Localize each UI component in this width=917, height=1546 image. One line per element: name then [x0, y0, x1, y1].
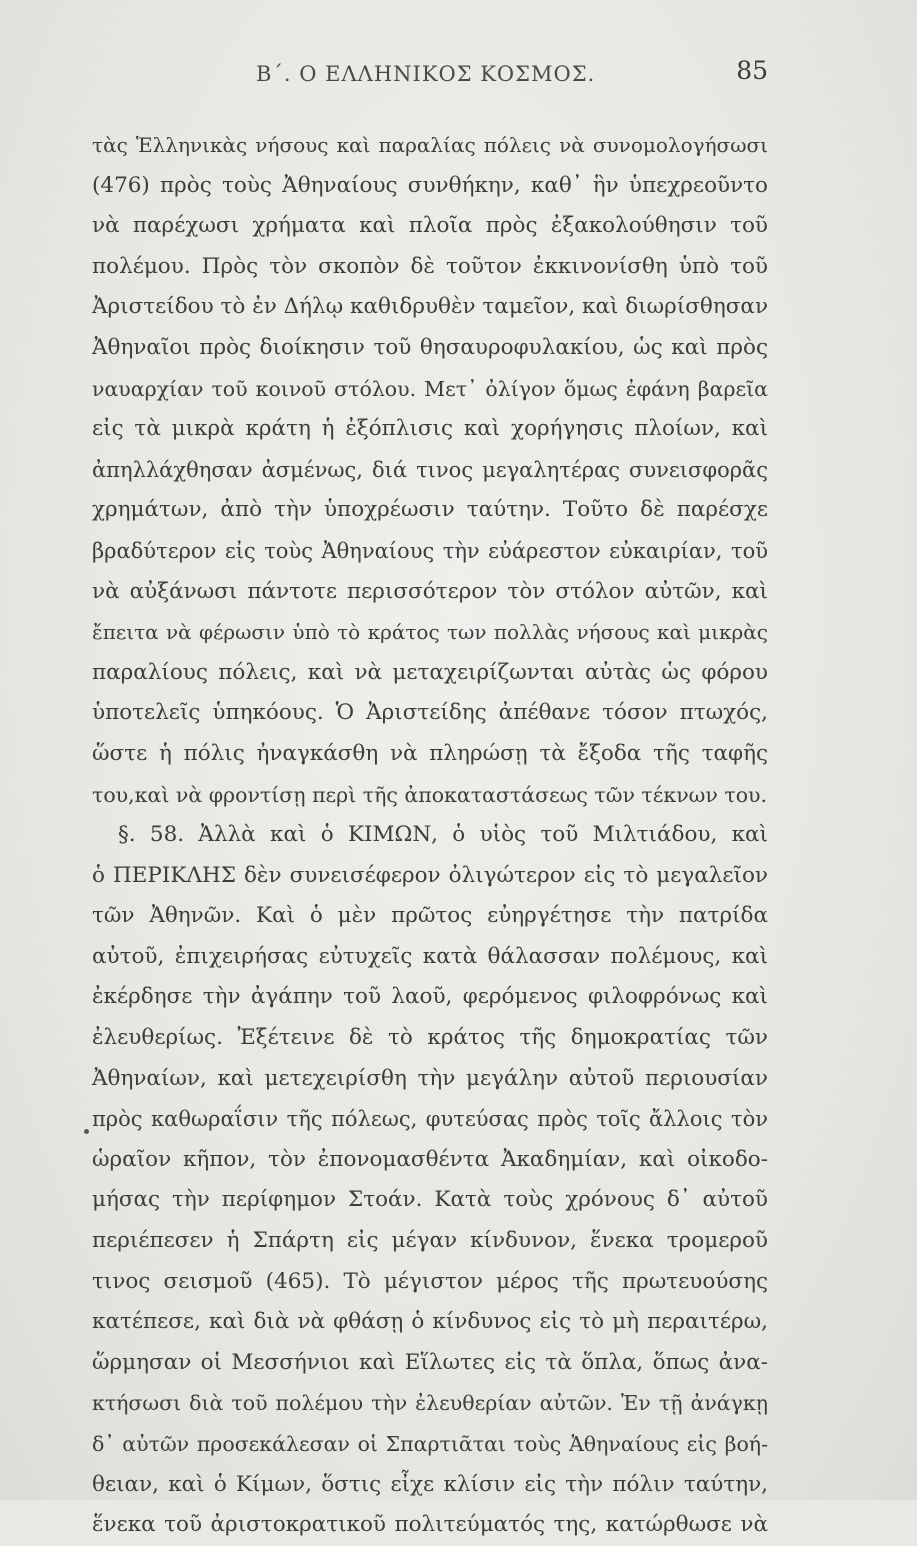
text-line: τῶν Ἀθηνῶν. Καὶ ὁ μὲν πρῶτος εὐηργέτησε τὴν πατρίδα [92, 903, 768, 929]
text-line: ναυαρχίαν τοῦ κοινοῦ στόλου. Μετ᾽ ὀλίγον ὅμως ἐφάνη βαρεῖα [92, 376, 768, 401]
text-line: μήσας τὴν περίφημον Στοάν. Κατὰ τοὺς χρόνους δ᾽ αὐτοῦ [92, 1187, 768, 1213]
text-line: ἀπηλλάχθησαν ἀσμένως, διά τινος μεγαλητέρας συνεισφορᾶς [92, 457, 768, 482]
text-line: του,καὶ νὰ φροντίσῃ περὶ τῆς ἀποκαταστάσεως τῶν τέκνων του. [92, 782, 768, 807]
text-line: χρημάτων, ἀπὸ τὴν ὑποχρέωσιν ταύτην. Τοῦτο δὲ παρέσχε [92, 497, 768, 523]
margin-dot [84, 1129, 89, 1134]
text-line: ἕνεκα τοῦ ἀριστοκρατικοῦ πολιτεύματός της, κατώρθωσε νὰ [92, 1512, 768, 1538]
text-line: ἔπειτα νὰ φέρωσιν ὑπὸ τὸ κράτος των πολλὰς νήσους καὶ μικρὰς [92, 620, 768, 645]
text-line: ἐκέρδησε τὴν ἀγάπην τοῦ λαοῦ, φερόμενος φιλοφρόνως καὶ [92, 984, 768, 1010]
text-line: Ἀθηναίων, καὶ μετεχειρίσθη τὴν μεγάλην αὐτοῦ περιουσίαν [92, 1065, 768, 1091]
text-line: ὡραῖον κῆπον, τὸν ἐπονομασθέντα Ἀκαδημίαν, καὶ οἰκοδο- [92, 1146, 768, 1172]
body-text [92, 125, 768, 1546]
text-line: ἐλευθερίως. Ἐξέτεινε δὲ τὸ κράτος τῆς δημοκρατίας τῶν [92, 1025, 768, 1051]
text-line: αὐτοῦ, ἐπιχειρήσας εὐτυχεῖς κατὰ θάλασσαν πολέμους, καὶ [92, 943, 768, 969]
text-line: ὑποτελεῖς ὑπηκόους. Ὁ Ἀριστείδης ἀπέθανε τόσον πτωχός, [92, 700, 768, 726]
text-line: πολέμου. Πρὸς τὸν σκοπὸν δὲ τοῦτον ἐκκινονίσθη ὑπὸ τοῦ [92, 253, 768, 279]
text-line: κτήσωσι διὰ τοῦ πολέμου τὴν ἐλευθερίαν αὐτῶν. Ἐν τῇ ἀνάγκῃ [92, 1391, 768, 1416]
text-line: περιέπεσεν ἡ Σπάρτη εἰς μέγαν κίνδυνον, ἕνεκα τρομεροῦ [92, 1228, 768, 1254]
running-title: Β΄. Ο ΕΛΛΗΝΙΚΟΣ ΚΟΣΜΟΣ. [256, 62, 596, 86]
section-start-line: §. 58. Ἀλλὰ καὶ ὁ ΚΙΜΩΝ, ὁ υἱὸς τοῦ Μιλτιάδου, καὶ [118, 822, 768, 848]
text-line: τινος σεισμοῦ (465). Τὸ μέγιστον μέρος τῆς πρωτευούσης [92, 1268, 768, 1294]
text-line: Ἀθηναῖοι πρὸς διοίκησιν τοῦ θησαυροφυλακίου, ὡς καὶ πρὸς [92, 334, 768, 360]
text-line: κατέπεσε, καὶ διὰ νὰ φθάσῃ ὁ κίνδυνος εἰς τὸ μὴ περαιτέρω, [92, 1309, 768, 1335]
text-line: ὥρμησαν οἱ Μεσσήνιοι καὶ Εἵλωτες εἰς τὰ ὅπλα, ὅπως ἀνα- [92, 1349, 768, 1375]
text-line: εἰς τὰ μικρὰ κράτη ἡ ἐξόπλισις καὶ χορήγησις πλοίων, καὶ [92, 416, 768, 442]
text-line: βραδύτερον εἰς τοὺς Ἀθηναίους τὴν εὐάρεστον εὐκαιρίαν, τοῦ [92, 538, 768, 563]
text-line: νὰ παρέχωσι χρήματα καὶ πλοῖα πρὸς ἐξακολούθησιν τοῦ [92, 213, 768, 239]
text-line: παραλίους πόλεις, καὶ νὰ μεταχειρίζωνται αὐτὰς ὡς φόρου [92, 659, 768, 685]
page-number: 85 [736, 56, 768, 85]
text-line: ὁ ΠΕΡΙΚΛΗΣ δὲν συνεισέφερον ὀλιγώτερον εἰς τὸ μεγαλεῖον [92, 862, 768, 888]
text-line: (476) πρὸς τοὺς Ἀθηναίους συνθήκην, καθ᾽ ἣν ὑπεχρεοῦντο [92, 172, 768, 198]
text-line: πρὸς καθωραΐσιν τῆς πόλεως, φυτεύσας πρὸς τοῖς ἄλλοις τὸν [92, 1107, 768, 1132]
text-line: δ᾽ αὐτῶν προσεκάλεσαν οἱ Σπαρτιᾶται τοὺς Ἀθηναίους εἰς βοή- [92, 1432, 768, 1456]
text-line: Ἀριστείδου τὸ ἐν Δήλῳ καθιδρυθὲν ταμεῖον, καὶ διωρίσθησαν [92, 294, 769, 320]
page-header [96, 56, 766, 96]
text-line: ὥστε ἡ πόλις ἠναγκάσθη νὰ πληρώσῃ τὰ ἔξοδα τῆς ταφῆς [92, 740, 768, 766]
text-line: τὰς Ἑλληνικὰς νήσους καὶ παραλίας πόλεις νὰ συνομολογήσωσι [92, 133, 768, 157]
text-line: νὰ αὐξάνωσι πάντοτε περισσότερον τὸν στόλον αὐτῶν, καὶ [92, 578, 768, 604]
text-line: θειαν, καὶ ὁ Κίμων, ὅστις εἶχε κλίσιν εἰς τὴν πόλιν ταύτην, [92, 1471, 768, 1497]
